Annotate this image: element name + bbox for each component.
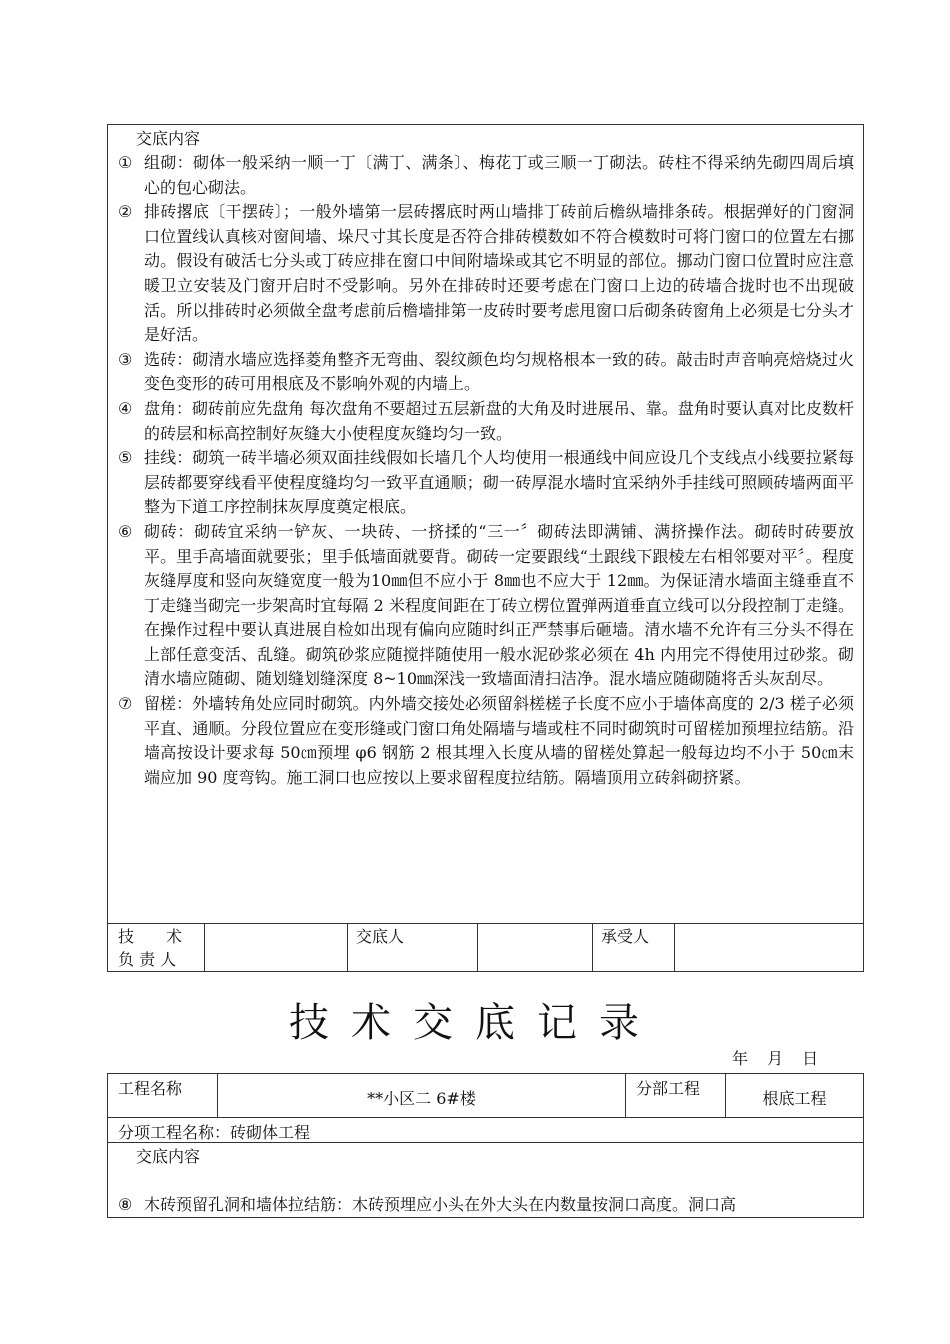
project-name-value-cell	[218, 1074, 626, 1117]
item-number: ③	[118, 349, 133, 369]
subitem-label: 分项工程名称：砖砌体工程	[118, 1123, 311, 1142]
project-name-label: 工程名称	[118, 1079, 183, 1098]
section-label: 交底内容	[136, 129, 201, 148]
project-name-label-cell	[108, 1074, 218, 1117]
handover-person-label-cell	[348, 923, 478, 971]
item-text: 盘角：砌砖前应先盘角 每次盘角不要超过五层新盘的大角及时进展吊、靠。盘角时要认真对比皮数杆的砖层和标高控制好灰缝大小使程度灰缝均匀一致。	[144, 398, 854, 443]
item-text: 留槎：外墙转角处应同时砌筑。内外墙交接处必须留斜槎槎子长度不应小于墙体高度的 2/3 槎子必须平直、通顺。分段位置应在变形缝或门窗口角处隔墙与墙或柱不同时砌筑时可留槎加预埋拉结筋。沿墙高按设计要求每 50㎝预埋 φ6 钢筋 2 根其埋入长度从墙的留槎处算起一般每边均不小于 50㎝末端应加 90 度弯钩。施工洞口也应按以上要求留程度拉结筋。隔墙顶用立砖斜砌挤紧。	[144, 694, 854, 787]
item-number: ④	[118, 398, 133, 418]
project-info-row	[107, 1073, 864, 1118]
page-title: 技术交底记录	[289, 1000, 661, 1046]
division-label-cell	[626, 1074, 726, 1117]
handover-items	[114, 1193, 854, 1218]
list-item	[114, 520, 854, 692]
tech-lead-label-line2: 负 责 人	[118, 950, 177, 969]
division-value-cell	[726, 1074, 863, 1117]
receiver-label-cell	[593, 923, 675, 971]
list-item	[114, 200, 854, 348]
item-text: 挂线：砌筑一砖半墙必须双面挂线假如长墙几个人均使用一根通线中间应设几个支线点小线要拉紧每层砖都要穿线看平使程度缝均匀一致平直通顺；砌一砖厚混水墙时宜采纳外手挂线可照顾砖墙两面平整为下道工序控制抹灰厚度奠定根底。	[144, 448, 854, 517]
handover-items	[114, 151, 854, 790]
item-text: 排砖撂底〔干摆砖〕；一般外墙第一层砖撂底时两山墙排丁砖前后檐纵墙排条砖。根据弹好的门窗洞口位置线认真核对窗间墙、垛尺寸其长度是否符合排砖模数如不符合模数时可将门窗口的位置左右挪动。假设有破活七分头或丁砖应排在窗口中间附墙垛或其它不明显的部位。挪动门窗口位置时应注意暖卫立安装及门窗开启时不受影响。另外在排砖时还要考虑在门窗口上边的砖墙合拢时也不出现破活。所以排砖时必须做全盘考虑前后檐墙排第一皮砖时要考虑甩窗口后砌条砖窗角上必须是七分头才是好活。	[144, 202, 854, 345]
item-text: 砌砖：砌砖宜采纳一铲灰、一块砖、一挤揉的“三一〞砌砖法即满铺、满挤操作法。砌砖时砖要放平。里手高墙面就要张；里手低墙面就要背。砌砖一定要跟线“土跟线下跟棱左右相邻要对平〞。程度灰缝厚度和竖向灰缝宽度一般为10㎜但不应小于 8㎜也不应大于 12㎜。为保证清水墙面主缝垂直不丁走缝当砌完一步架高时宜每隔 2 米程度间距在丁砖立楞位置弹两道垂直立线可以分段控制丁走缝。在操作过程中要认真进展自检如出现有偏向应随时纠正严禁事后砸墙。清水墙不允许有三分头不得在上部任意变活、乱缝。砌筑砂浆应随搅拌随使用一般水泥砂浆必须在 4h 内用完不得使用过砂浆。砌清水墙应随砌、随划缝划缝深度 8~10㎜深浅一致墙面清扫洁净。混水墙应随砌随将舌头灰刮尽。	[144, 521, 854, 689]
list-item	[114, 151, 854, 200]
project-name-value: **小区二 6#楼	[367, 1089, 476, 1108]
division-label: 分部工程	[636, 1079, 701, 1098]
item-number: ⑧	[118, 1195, 133, 1214]
receiver-label: 承受人	[601, 927, 650, 946]
item-number: ⑦	[118, 694, 133, 714]
tech-lead-label-cell	[108, 923, 205, 971]
item-number: ⑤	[118, 448, 133, 468]
handover-person-value-cell	[478, 923, 593, 971]
signature-row	[107, 923, 864, 972]
item-number: ②	[118, 202, 133, 222]
handover-content-box	[107, 124, 864, 924]
item-text: 组砌：砌体一般采纳一顺一丁〔满丁、满条〕、梅花丁或三顺一丁砌法。砖柱不得采纳先砌四周后填心的包心砌法。	[144, 153, 854, 197]
receiver-value-cell	[675, 923, 863, 971]
item-number: ①	[118, 153, 133, 172]
list-item	[114, 692, 854, 790]
list-item	[114, 1193, 854, 1218]
list-item	[114, 348, 854, 397]
division-value: 根底工程	[762, 1089, 827, 1108]
list-item	[114, 397, 854, 446]
item-number: ⑥	[118, 521, 133, 541]
list-item	[114, 446, 854, 520]
item-text: 木砖预留孔洞和墙体拉结筋：木砖预埋应小头在外大头在内数量按洞口高度。洞口高	[144, 1195, 737, 1214]
section-label: 交底内容	[136, 1147, 201, 1166]
date-label: 年 月 日	[732, 1049, 819, 1068]
item-text: 选砖：砌清水墙应选择菱角整齐无弯曲、裂纹颜色均匀规格根本一致的砖。敲击时声音响亮焙烧过火变色变形的砖可用根底及不影响外观的内墙上。	[144, 349, 854, 394]
handover-content-box-2	[107, 1142, 864, 1218]
subitem-row	[107, 1117, 864, 1143]
tech-lead-label-line1: 技 术	[118, 927, 183, 946]
tech-lead-value-cell	[205, 923, 348, 971]
handover-person-label: 交底人	[356, 927, 405, 946]
